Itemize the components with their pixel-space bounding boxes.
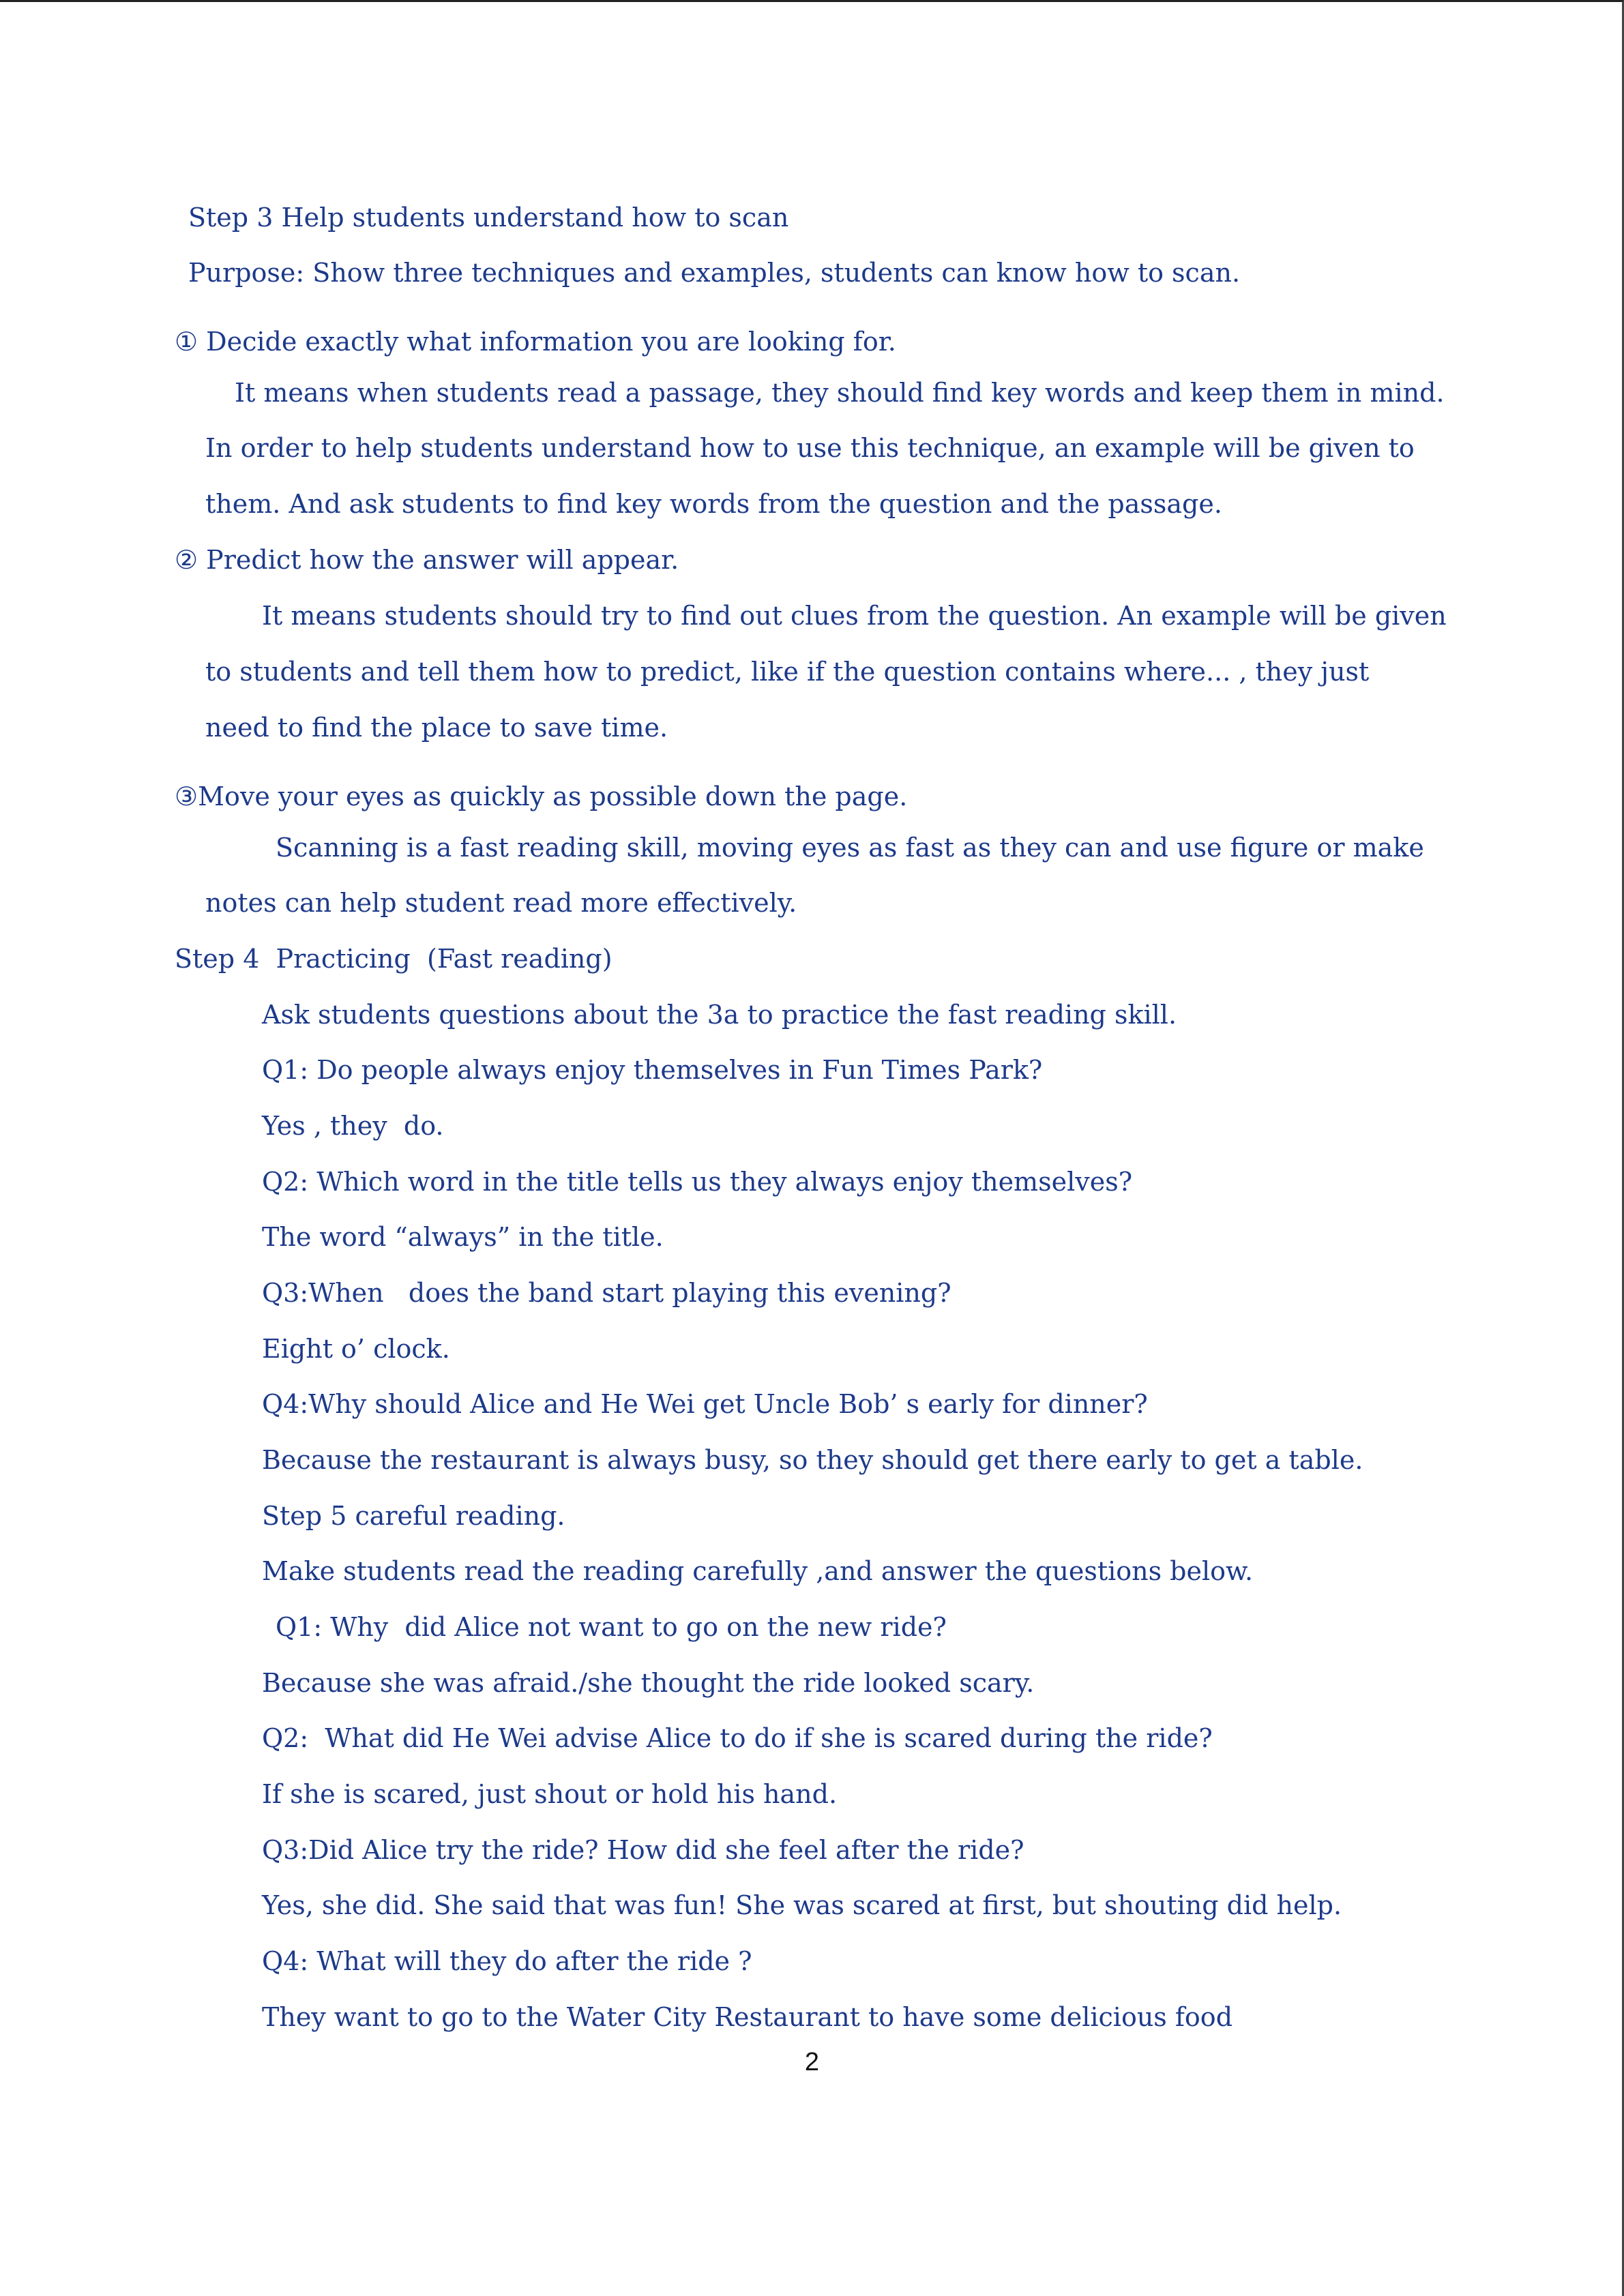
fast-reading-a2: The word “always” in the title. [262, 1222, 664, 1252]
careful-reading-q4: Q4: What will they do after the ride ? [262, 1946, 752, 1976]
technique-3-title: ③Move your eyes as quickly as possible down the page. [175, 781, 908, 811]
technique-2-text-line-3: need to find the place to save time. [205, 713, 668, 743]
technique-1-title: ① Decide exactly what information you are looking for. [175, 327, 896, 357]
careful-reading-q1: Q1: Why did Alice not want to go on the new ride? [276, 1612, 947, 1642]
fast-reading-a4: Because the restaurant is always busy, so they should get there early to get a table. [262, 1445, 1363, 1475]
step5-heading: Step 5 careful reading. [262, 1501, 565, 1531]
fast-reading-a1: Yes , they do. [262, 1111, 444, 1141]
technique-1-text-line-3: them. And ask students to find key words from the question and the passage. [205, 489, 1222, 519]
page-number: 2 [804, 2048, 820, 2076]
technique-3-text-line-2: notes can help student read more effectively. [205, 888, 797, 918]
careful-reading-a3: Yes, she did. She said that was fun! She was scared at first, but shouting did help. [262, 1890, 1342, 1920]
fast-reading-q3: Q3:When does the band start playing this evening? [262, 1278, 951, 1308]
careful-reading-a4: They want to go to the Water City Restaurant to have some delicious food [262, 2002, 1233, 2032]
careful-reading-q2: Q2: What did He Wei advise Alice to do if she is scared during the ride? [262, 1723, 1213, 1753]
fast-reading-q2: Q2: Which word in the title tells us they always enjoy themselves? [262, 1167, 1133, 1197]
careful-reading-a1: Because she was afraid./she thought the ride looked scary. [262, 1668, 1035, 1698]
step5-instruction: Make students read the reading carefully ,and answer the questions below. [262, 1556, 1254, 1586]
fast-reading-q4: Q4:Why should Alice and He Wei get Uncle Bob’ s early for dinner? [262, 1389, 1148, 1419]
fast-reading-q1: Q1: Do people always enjoy themselves in Fun Times Park? [262, 1055, 1043, 1085]
careful-reading-q3: Q3:Did Alice try the ride? How did she feel after the ride? [262, 1835, 1024, 1865]
step3-purpose: Purpose: Show three techniques and examples, students can know how to scan. [188, 258, 1241, 288]
step3-heading: Step 3 Help students understand how to scan [188, 203, 789, 233]
technique-3-text-line-1: Scanning is a fast reading skill, moving eyes as fast as they can and use figure or make [276, 833, 1424, 863]
technique-2-text-line-1: It means students should try to find out clues from the question. An example will be given [262, 601, 1447, 631]
careful-reading-a2: If she is scared, just shout or hold his hand. [262, 1779, 838, 1809]
technique-2-title: ② Predict how the answer will appear. [175, 545, 679, 575]
technique-1-text-line-2: In order to help students understand how to use this technique, an example will be given to [205, 433, 1415, 463]
fast-reading-a3: Eight o’ clock. [262, 1334, 450, 1364]
step4-heading: Step 4 Practicing (Fast reading) [175, 944, 612, 974]
step4-instruction: Ask students questions about the 3a to practice the fast reading skill. [262, 1000, 1177, 1030]
technique-2-text-line-2: to students and tell them how to predict, like if the question contains where... , they just [205, 657, 1370, 687]
technique-1-text-line-1: It means when students read a passage, they should find key words and keep them in mind. [235, 378, 1445, 408]
